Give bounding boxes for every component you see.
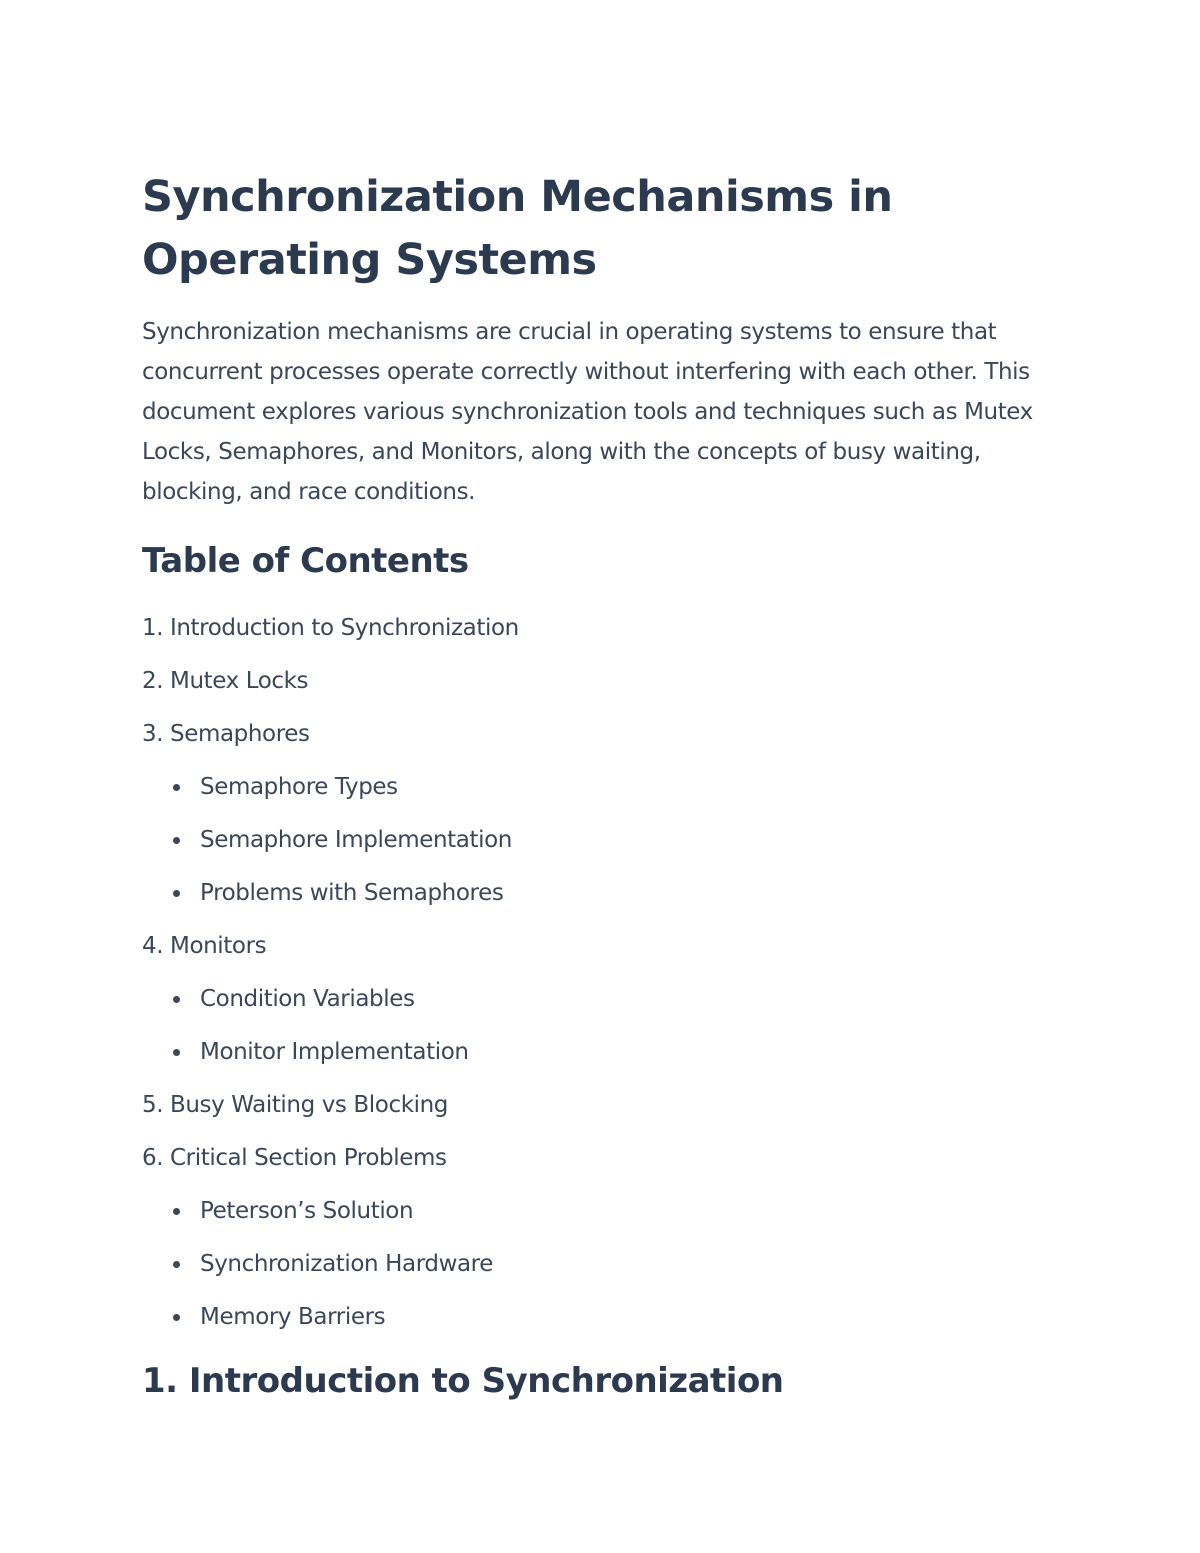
- toc-item-number: 4.: [142, 933, 164, 959]
- toc-item-label: Busy Waiting vs Blocking: [170, 1092, 448, 1118]
- toc-item-label: Mutex Locks: [170, 668, 309, 694]
- table-of-contents: [142, 614, 1072, 1332]
- bullet-icon: [173, 1049, 180, 1056]
- toc-heading: Table of Contents: [142, 541, 469, 581]
- toc-item-label: Introduction to Synchronization: [170, 615, 519, 641]
- toc-item[interactable]: [142, 1091, 1072, 1120]
- toc-subitem[interactable]: [142, 879, 1072, 908]
- bullet-icon: [173, 1314, 180, 1321]
- toc-subitem[interactable]: [142, 1197, 1072, 1226]
- toc-subitem[interactable]: [142, 1250, 1072, 1279]
- toc-item[interactable]: [142, 720, 1072, 749]
- toc-subitem-label: Semaphore Types: [200, 774, 398, 800]
- toc-item-label: Critical Section Problems: [170, 1145, 447, 1171]
- toc-subitem-label: Semaphore Implementation: [200, 827, 512, 853]
- toc-item-number: 3.: [142, 721, 164, 747]
- toc-item-number: 6.: [142, 1145, 164, 1171]
- toc-item[interactable]: [142, 932, 1072, 961]
- bullet-icon: [173, 1208, 180, 1215]
- toc-subitem-label: Monitor Implementation: [200, 1039, 469, 1065]
- toc-subitem[interactable]: [142, 1303, 1072, 1332]
- intro-paragraph: Synchronization mechanisms are crucial in operating systems to ensure that concurrent processes operate correctly without interfering with each other. This document explores various synchronization tools and techniques such as Mutex Locks, Semaphores, and Monitors, along with the concepts of busy waiting, blocking, and race conditions.: [142, 319, 1033, 505]
- bullet-icon: [173, 996, 180, 1003]
- section-heading: 1. Introduction to Synchronization: [142, 1361, 784, 1401]
- toc-item-label: Semaphores: [170, 721, 310, 747]
- toc-subitem[interactable]: [142, 773, 1072, 802]
- bullet-icon: [173, 1261, 180, 1268]
- toc-subitem[interactable]: [142, 826, 1072, 855]
- toc-subitem-label: Memory Barriers: [200, 1304, 386, 1330]
- toc-item[interactable]: [142, 667, 1072, 696]
- toc-item-number: 5.: [142, 1092, 164, 1118]
- toc-item-label: Monitors: [170, 933, 267, 959]
- toc-subitem-label: Condition Variables: [200, 986, 415, 1012]
- toc-item-number: 2.: [142, 668, 164, 694]
- toc-subitem-label: Synchronization Hardware: [200, 1251, 493, 1277]
- bullet-icon: [173, 837, 180, 844]
- toc-subitem[interactable]: [142, 1038, 1072, 1067]
- toc-subitem[interactable]: [142, 985, 1072, 1014]
- toc-subitem-label: Problems with Semaphores: [200, 880, 504, 906]
- toc-item[interactable]: [142, 1144, 1072, 1173]
- toc-item[interactable]: [142, 614, 1072, 643]
- toc-item-number: 1.: [142, 615, 164, 641]
- document-page: [142, 166, 1072, 1401]
- bullet-icon: [173, 890, 180, 897]
- document-title: Synchronization Mechanisms in Operating Systems: [142, 172, 893, 285]
- toc-subitem-label: Peterson’s Solution: [200, 1198, 414, 1224]
- bullet-icon: [173, 784, 180, 791]
